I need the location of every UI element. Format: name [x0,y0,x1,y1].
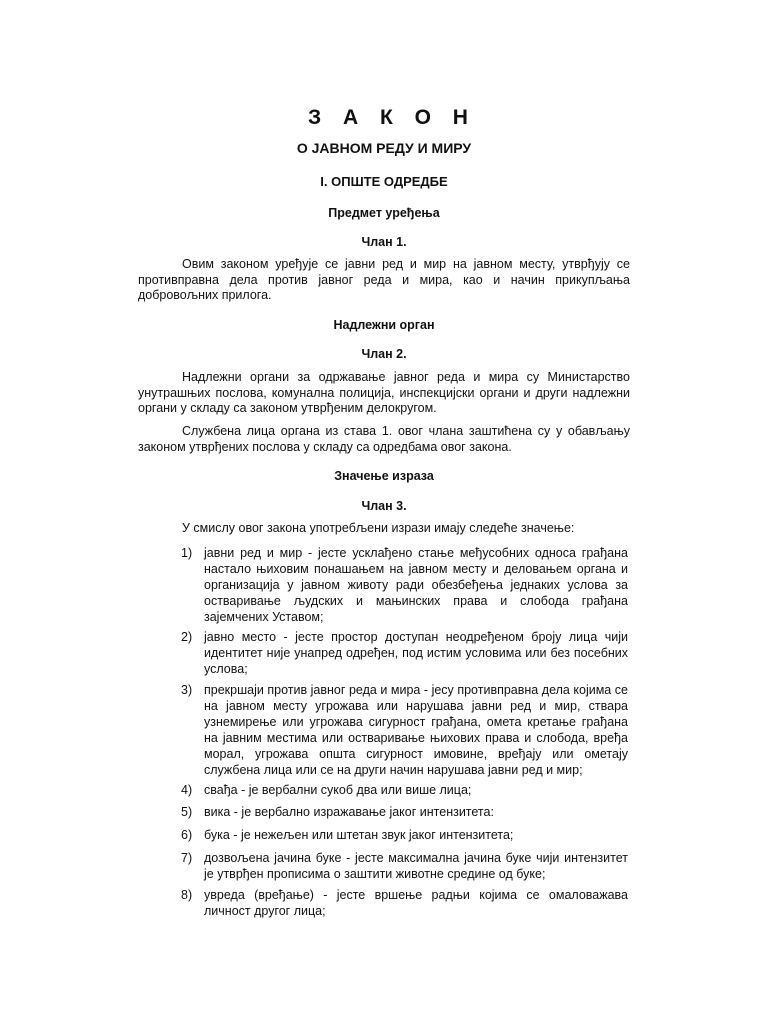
list-item-text: бука - је нежељен или штетан звук јаког интензитета; [204,828,514,842]
list-item-number: 7) [181,851,193,865]
law-title: З А К О Н [308,106,476,129]
list-item-number: 6) [181,828,193,842]
article-1-paragraph: Овим законом уређује се јавни ред и мир на јавном месту, утврђују се противправна дела против јавног реда и мира, као и начин прикупљања добровољних прилога. [138,257,630,302]
list-item-text: јавно место - јесте простор доступан неодређеном броју лица чији идентитет није унапред одређен, под истим условима или без посебних услова; [204,630,628,676]
list-item-text: свађа - је вербални сукоб два или више лица; [204,783,472,797]
heading-authority: Надлежни орган [333,318,435,332]
list-item-text: вика - је вербално изражавање јаког интензитета: [204,805,494,819]
list-item-number: 4) [181,783,193,797]
article-3-title: Члан 3. [361,499,407,513]
list-item-text: прекршаји против јавног реда и мира - јесу противправна дела којима се на јавном месту угрожава или нарушава јавни ред и мир, ствара узнемирење или угрожава сигурност грађана, омета кретање грађана на јавним местима или остваривање њихових права и слобода, вређа морал, угрожава општа сигурност имовине, вређају или ометају службена лица или се на други начин нарушава јавни ред и мир; [204,683,628,777]
article-2-title: Члан 2. [361,347,407,361]
list-item-number: 2) [181,630,193,644]
law-subtitle: О ЈАВНОМ РЕДУ И МИРУ [296,140,472,156]
article-2-paragraph-1: Надлежни органи за одржавање јавног реда и мира су Министарство унутрашњих послова, комунална полиција, инспекцијски органи и други надлежни органи у складу са законом утврђеним делокругом. [138,370,630,415]
list-item-text: увреда (вређање) - јесте вршење радњи којима се омаловажава личност другог лица; [204,888,628,918]
article-1-title: Члан 1. [361,235,407,249]
heading-subject: Предмет уређења [328,206,440,220]
list-item-number: 3) [181,683,193,697]
article-2-paragraph-2: Службена лица органа из става 1. овог члана заштићена су у обављању законом утврђених послова у складу са одредбама овог закона. [138,424,630,454]
list-item-number: 1) [181,546,193,560]
list-item-text: јавни ред и мир - јесте усклађено стање међусобних односа грађана настало њиховим понашањем на јавном месту и деловањем органа и организација у јавном животу ради обезбеђења једнаких услова за остваривање људских и мањинских права и слобода грађана зајемчених Уставом; [204,546,628,624]
section-heading: I. ОПШТЕ ОДРЕДБЕ [320,174,448,189]
heading-meaning: Значење израза [334,469,434,483]
list-item-number: 5) [181,805,193,819]
list-item-number: 8) [181,888,193,902]
article-3-intro: У смислу овог закона употребљени изрази имају следеће значење: [182,521,575,535]
list-item-text: дозвољена јачина буке - јесте максимална јачина буке чији интензитет је утврђен прописима о заштити животне средине од буке; [204,851,628,881]
